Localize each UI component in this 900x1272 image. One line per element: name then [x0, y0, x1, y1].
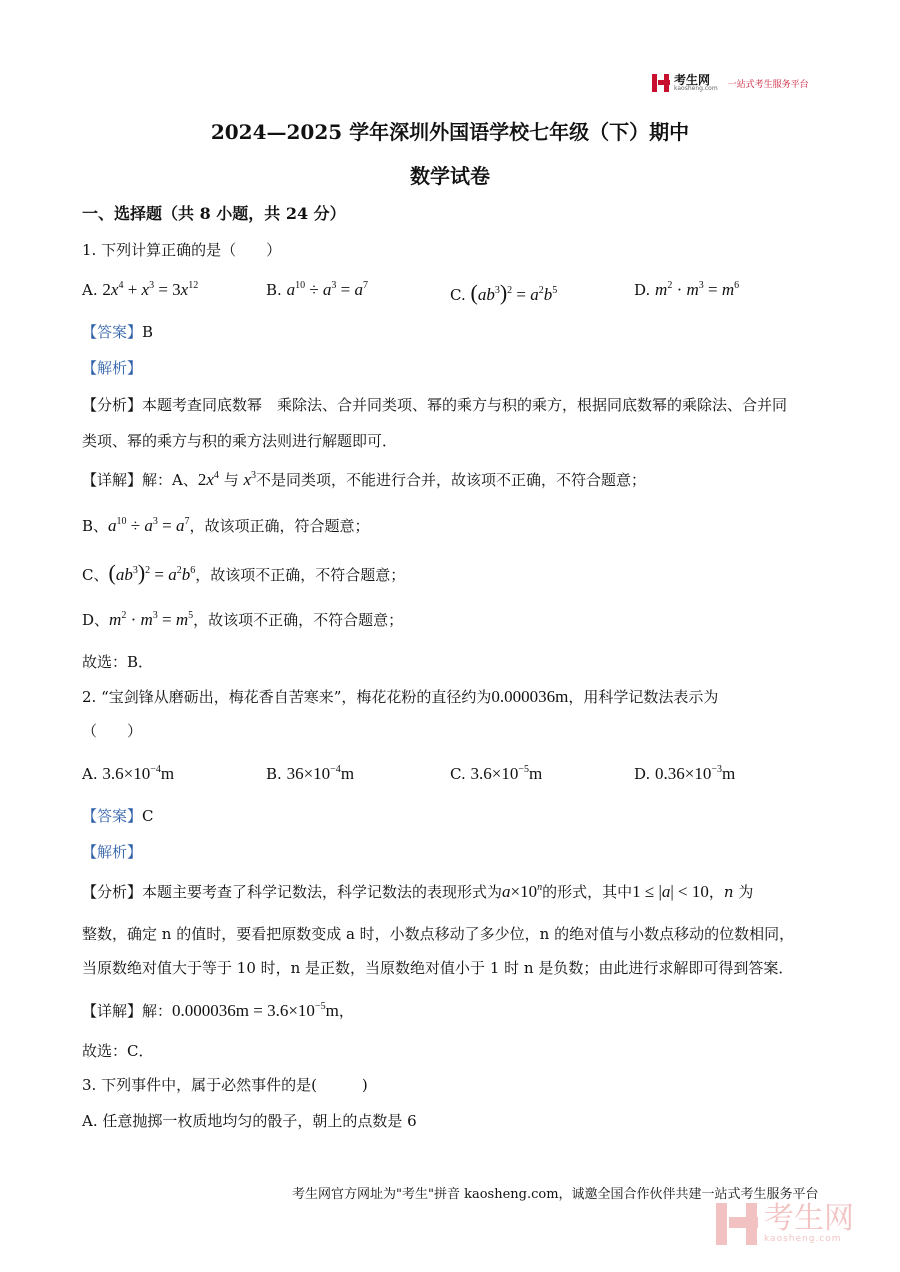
exam-title: 2024—2025 学年深圳外国语学校七年级（下）期中 — [210, 120, 690, 144]
q1-fenxi-line1: 【分析】本题考查同底数幂 乘除法、合并同类项、幂的乘方与积的乘方，根据同底数幂的乘除法、合并同 — [82, 396, 788, 414]
q1-xiangjie-a: 【详解】解：A、$2x^4$ 与 $x^3$不是同类项，不能进行合并，故该项不正确，不符合题意； — [82, 470, 647, 489]
watermark-logo — [716, 1203, 854, 1245]
logo-url: kaosheng.com — [674, 85, 718, 92]
q1-xiangjie-b: B、$a^{10} \div a^3 = a^7$，故该项正确，符合题意； — [82, 516, 370, 535]
q1-analysis-tag: 【解析】 — [82, 359, 143, 377]
q3-option-a: A. 任意抛掷一枚质地均匀的骰子，朝上的点数是 6 — [82, 1112, 417, 1130]
q1-stem: 1. 下列计算正确的是（ ） — [82, 241, 282, 259]
footer-text: 考生网官方网址为"考生"拼音 kaosheng.com，诚邀全国合作伙伴共建一站式考生服务平台 — [292, 1187, 819, 1202]
q2-stem: 2. “宝剑锋从磨砺出，梅花香自苦寒来”，梅花花粉的直径约为0.000036m，用科学记数法表示为 — [82, 687, 719, 706]
q1-option-b: B. $a^{10} \div a^3 = a^7$ — [266, 280, 369, 299]
exam-subtitle: 数学试卷 — [410, 164, 490, 188]
header-logo — [652, 74, 809, 92]
q3-stem: 3. 下列事件中，属于必然事件的是( ) — [82, 1076, 368, 1094]
watermark-url: kaosheng.com — [764, 1234, 842, 1244]
logo-mark-icon — [652, 74, 670, 92]
q1-fenxi-line2: 类项、幂的乘方与积的乘方法则进行解题即可． — [82, 432, 398, 450]
q1-choose: 故选：B． — [82, 653, 154, 671]
q1-option-a: A. $2x^4 + x^3 = 3x^{12}$ — [82, 280, 199, 299]
q2-option-c: C. $3.6\times 10^{-5}m$ — [450, 764, 543, 783]
q2-fenxi-line1: 【分析】本题主要考查了科学记数法，科学记数法的表现形式为$a\times 10^n$的形式，其中1 ≤ |a| < 10，n 为 — [82, 882, 754, 901]
q2-fenxi-line3: 当原数绝对值大于等于 10 时，n 是正数，当原数绝对值小于 1 时 n 是负数；由此进行求解即可得到答案． — [82, 959, 794, 977]
q2-answer: 【答案】C — [82, 807, 154, 825]
q2-analysis-tag: 【解析】 — [82, 843, 143, 861]
q2-option-b: B. $36\times 10^{-4}m$ — [266, 764, 355, 783]
q2-choose: 故选：C． — [82, 1042, 154, 1060]
watermark-mark-icon — [716, 1203, 758, 1245]
logo-slogan: 一站式考生服务平台 — [727, 79, 809, 90]
section-heading: 一、选择题（共 8 小题，共 24 分） — [82, 204, 346, 223]
q1-option-c: C. $(ab^3)^2 = a^2b^5$ — [450, 280, 558, 305]
q1-answer: 【答案】B — [82, 323, 154, 341]
watermark-name: 考生网 — [764, 1201, 854, 1236]
logo-name: 考生网 — [674, 73, 711, 87]
q1-xiangjie-c: C、$(ab^3)^2 = a^2b^6$，故该项不正确，不符合题意； — [82, 560, 406, 585]
q2-xiangjie: 【详解】解：$0.000036m = 3.6\times 10^{-5}m$， — [82, 1001, 354, 1020]
q2-fenxi-line2: 整数，确定 n 的值时，要看把原数变成 a 时，小数点移动了多少位，n 的绝对值与小数点移动的位数相同， — [82, 925, 795, 943]
q2-option-a: A. $3.6\times 10^{-4}m$ — [82, 764, 175, 783]
q2-paren: （ ） — [82, 722, 143, 740]
q1-xiangjie-d: D、$m^2 \cdot m^3 = m^5$，故该项不正确，不符合题意； — [82, 610, 404, 629]
q1-option-d: D. $m^2 \cdot m^3 = m^6$ — [634, 280, 740, 299]
q2-option-d: D. $0.36\times 10^{-3}m$ — [634, 764, 736, 783]
